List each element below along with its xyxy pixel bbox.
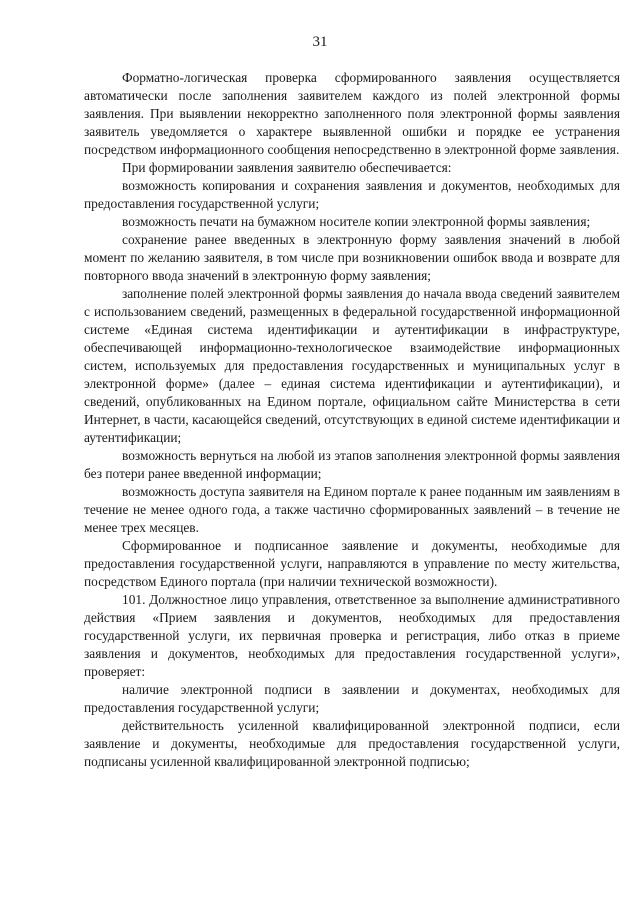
paragraph-signature-validity: действительность усиленной квалифицированной электронной подписи, если заявление и документы, необходимые для предоставления государственной услуги, подписаны усиленной квалифицированной электронной подписью; <box>84 718 620 769</box>
paragraph-provision-intro: При формировании заявления заявителю обеспечивается: <box>122 160 452 175</box>
paragraph-submission: Сформированное и подписанное заявление и документы, необходимые для предоставления государственной услуги, направляются в управление по месту жительства, посредством Единого портала (при наличии технической возможности). <box>84 538 620 589</box>
paragraph-prefill: заполнение полей электронной формы заявления до начала ввода сведений заявителем с использованием сведений, размещенных в федеральной государственной информационной системе «Единая система идентификации и аутентификации в инфраструктуре, обеспечивающей информационно-технологическое взаимодействие информационных систем, используемых для предоставления государственных и муниципальных услуг в электронной форме» (далее – единая система идентификации и аутентификации), и сведений, опубликованных на Едином портале, официальном сайте Министерства в сети Интернет, в части, касающейся сведений, отсутствующих в единой системе идентификации и аутентификации; <box>84 286 620 445</box>
paragraph-copy-save: возможность копирования и сохранения заявления и документов, необходимых для предоставления государственной услуги; <box>84 178 620 211</box>
page-number: 31 <box>312 34 328 50</box>
paragraph-access-history: возможность доступа заявителя на Едином портале к ранее поданным им заявлениям в течение не менее одного года, а также частично сформированных заявлений – в течение не менее трех месяцев. <box>84 484 620 535</box>
paragraph-format-check: Форматно-логическая проверка сформированного заявления осуществляется автоматически после заполнения заявителем каждого из полей электронной формы заявления. При выявлении некорректно заполненного поля электронной формы заявления заявитель уведомляется о характере выявленной ошибки и порядке ее устранения посредством информационного сообщения непосредственно в электронной форме заявления. <box>84 70 620 157</box>
paragraph-101: 101. Должностное лицо управления, ответственное за выполнение административного действия «Прием заявления и документов, необходимых для предоставления государственной услуги, их первичная проверка и регистрация, либо отказ в приеме заявления и документов, необходимых для предоставления государственной услуги», проверяет: <box>84 592 620 679</box>
paragraph-signature-presence: наличие электронной подписи в заявлении и документах, необходимых для предоставления государственной услуги; <box>84 682 620 715</box>
paragraph-return-step: возможность вернуться на любой из этапов заполнения электронной формы заявления без потери ранее введенной информации; <box>84 448 620 481</box>
document-body <box>84 69 620 771</box>
paragraph-save-values: сохранение ранее введенных в электронную форму заявления значений в любой момент по желанию заявителя, в том числе при возникновении ошибок ввода и возврате для повторного ввода значений в электронную форму заявления; <box>84 232 620 283</box>
paragraph-print: возможность печати на бумажном носителе копии электронной формы заявления; <box>122 214 591 229</box>
